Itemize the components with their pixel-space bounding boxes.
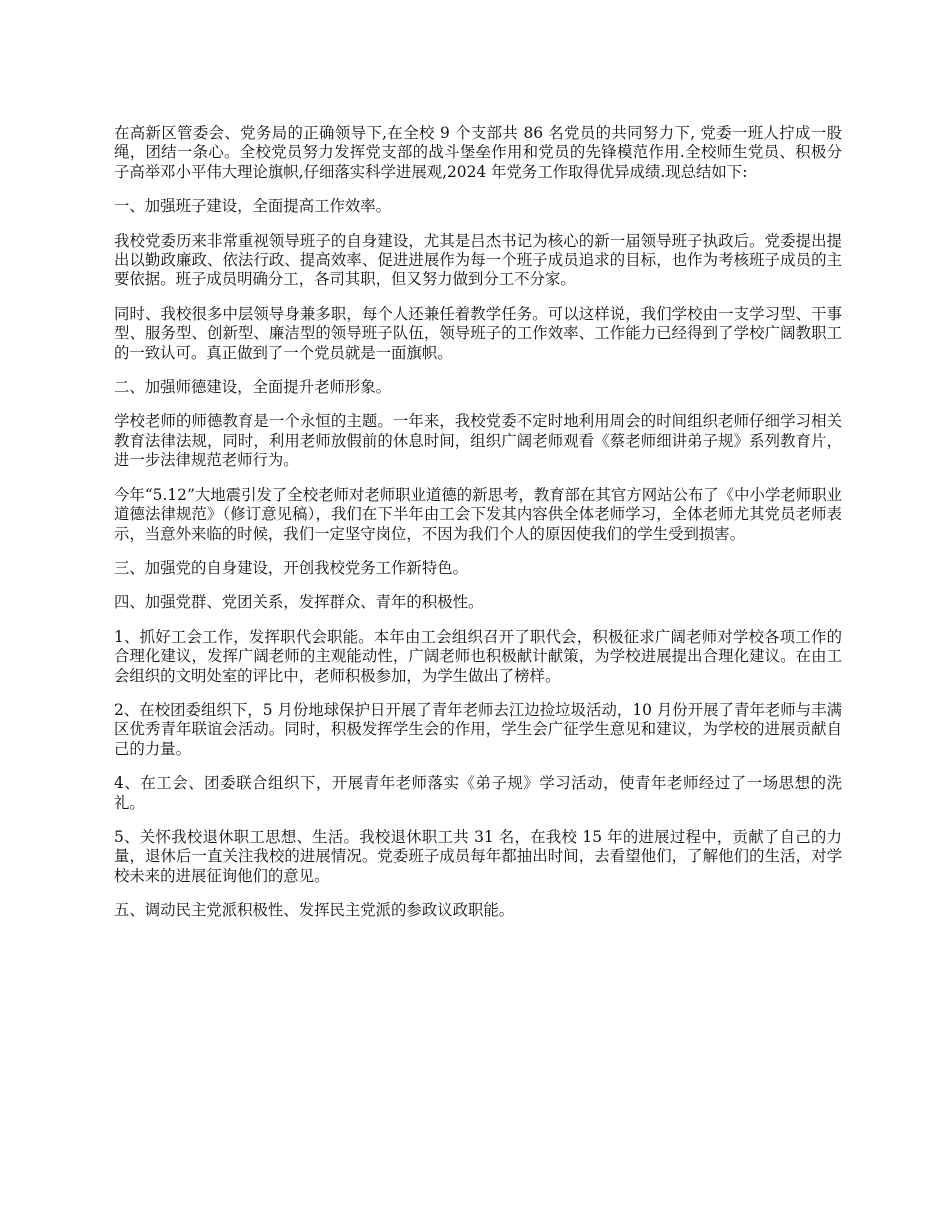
body-paragraph: 学校老师的师德教育是一个永恒的主题。一年来，我校党委不定时地利用周会的时间组织老师仔细学习相关教育法律法规，同时，利用老师放假前的休息时间，组织广阔老师观看《蔡老师细讲弟子规》系列教育片，进一步法律规范老师行为。	[114, 412, 842, 470]
body-paragraph: 我校党委历来非常重视领导班子的自身建设，尤其是吕杰书记为核心的新一届领导班子执政后。党委提出提出以勤政廉政、依法行政、提高效率、促进进展作为每一个班子成员追求的目标，也作为考核班子成员的主要依据。班子成员明确分工，各司其职，但又努力做到分工不分家。	[114, 231, 842, 289]
section-heading-4: 四、加强党群、党团关系，发挥群众、青年的积极性。	[114, 593, 484, 612]
section-heading-1: 一、加强班子建设，全面提高工作效率。	[114, 197, 392, 216]
list-item-paragraph: 1、抓好工会工作，发挥职代会职能。本年由工会组织召开了职代会，积极征求广阔老师对学校各项工作的合理化建议，发挥广阔老师的主观能动性，广阔老师也积极献计献策，为学校进展提出合理化建议。在由工会组织的文明处室的评比中，老师积极参加，为学生做出了榜样。	[114, 627, 842, 685]
list-item-paragraph: 2、在校团委组织下，5 月份地球保护日开展了青年老师去江边捡垃圾活动，10 月份开展了青年老师与丰满区优秀青年联谊会活动。同时，积极发挥学生会的作用，学生会广征学生意见和建议，为学校的进展贡献自己的力量。	[114, 700, 842, 758]
list-item-paragraph: 5、关怀我校退休职工思想、生活。我校退休职工共 31 名，在我校 15 年的进展过程中，贡献了自己的力量，退休后一直关注我校的进展情况。党委班子成员每年都抽出时间，去看望他们，了解他们的生活，对学校未来的进展征询他们的意见。	[114, 827, 842, 885]
intro-paragraph: 在高新区管委会、党务局的正确领导下,在全校 9 个支部共 86 名党员的共同努力下, 党委一班人拧成一股绳，团结一条心。全校党员努力发挥党支部的战斗堡垒作用和党员的先锋模范作用.全校师生党员、积极分子高举邓小平伟大理论旗帜,仔细落实科学进展观,2024 年党务工作取得优异成绩.现总结如下:	[114, 124, 842, 181]
body-paragraph: 今年“5.12”大地震引发了全校老师对老师职业道德的新思考，教育部在其官方网站公布了《中小学老师职业道德法律规范》（修订意见稿），我们在下半年由工会下发其内容供全体老师学习，全体老师尤其党员老师表示，当意外来临的时候，我们一定坚守岗位，不因为我们个人的原因使我们的学生受到损害。	[114, 485, 842, 543]
document-body	[114, 124, 842, 936]
section-heading-2: 二、加强师德建设，全面提升老师形象。	[114, 378, 392, 397]
body-paragraph: 同时、我校很多中层领导身兼多职，每个人还兼任着教学任务。可以这样说，我们学校由一支学习型、干事型、服务型、创新型、廉洁型的领导班子队伍，领导班子的工作效率、工作能力已经得到了学校广阔教职工的一致认可。真正做到了一个党员就是一面旗帜。	[114, 304, 842, 362]
section-heading-5: 五、调动民主党派积极性、发挥民主党派的参政议政职能。	[114, 901, 515, 920]
list-item-paragraph: 4、在工会、团委联合组织下，开展青年老师落实《弟子规》学习活动，使青年老师经过了一场思想的洗礼。	[114, 774, 842, 812]
section-heading-3: 三、加强党的自身建设，开创我校党务工作新特色。	[114, 558, 468, 577]
